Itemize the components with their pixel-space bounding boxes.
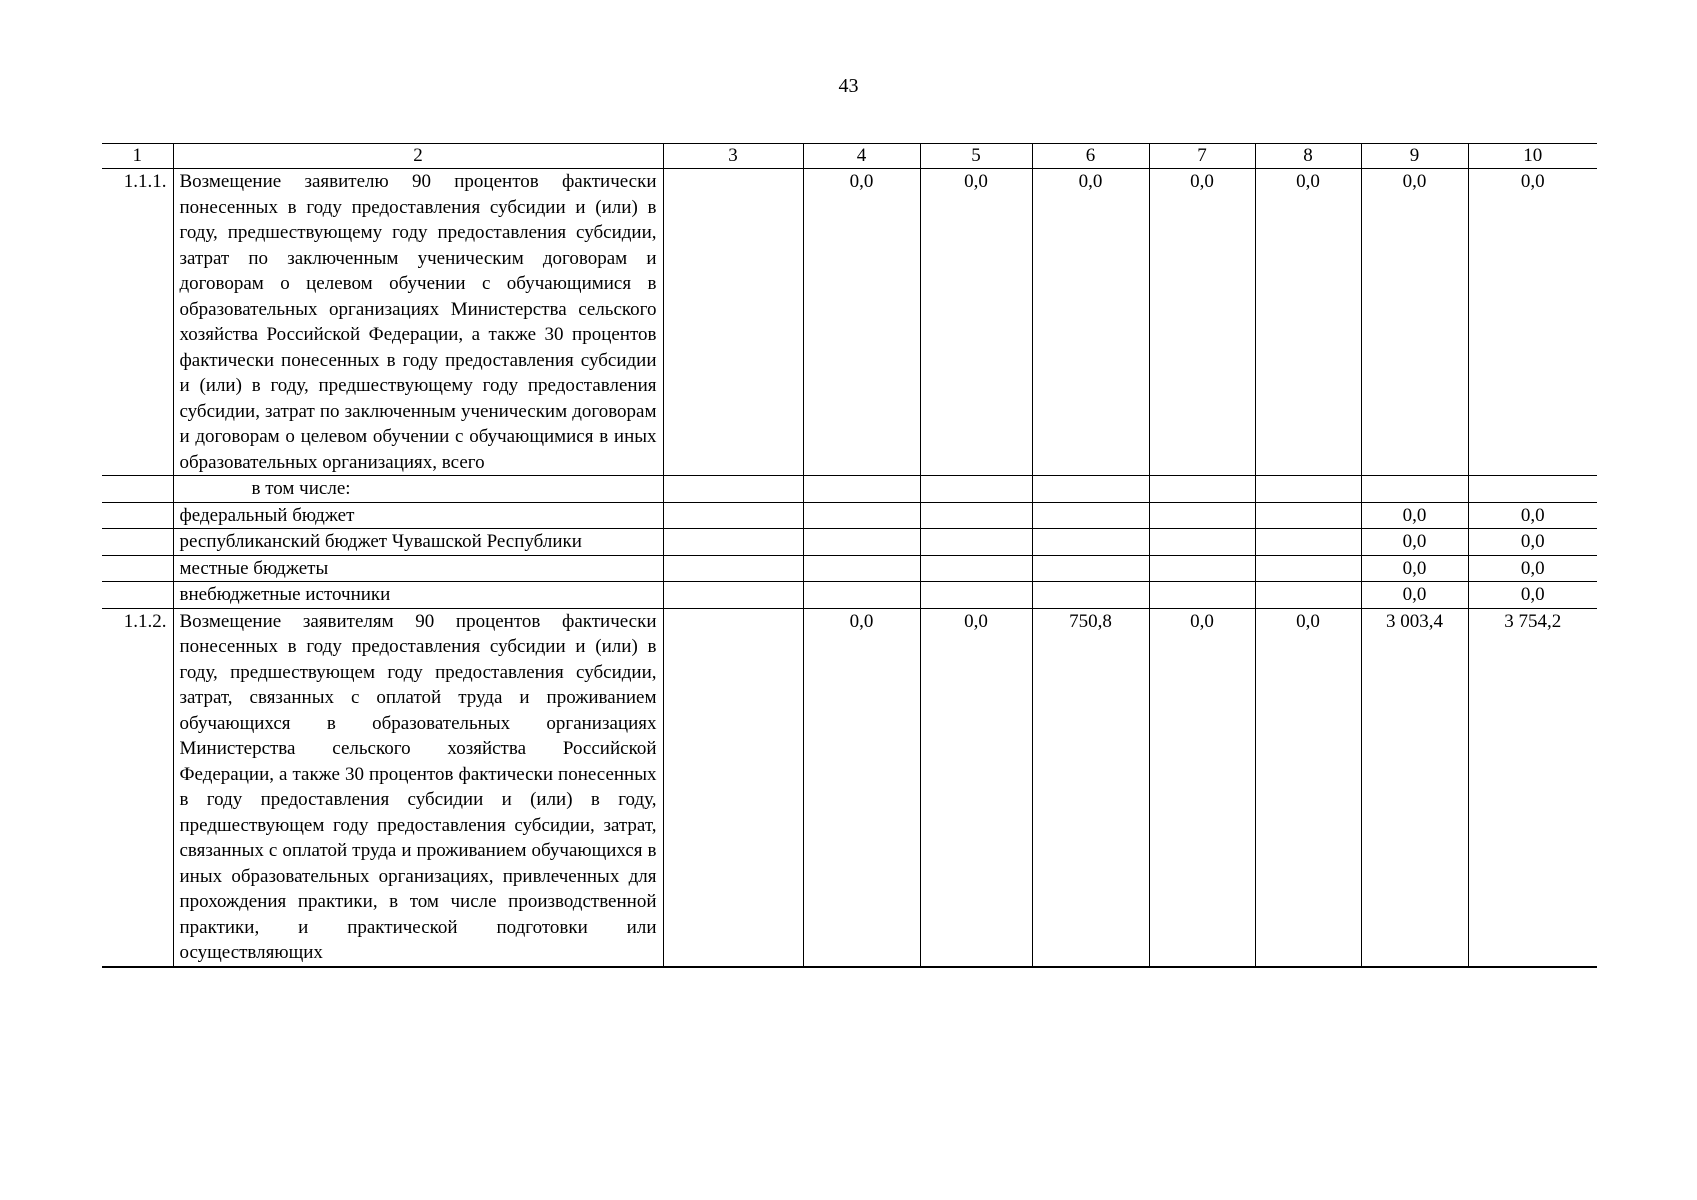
cell-col4 bbox=[803, 529, 920, 556]
column-header: 1 bbox=[102, 144, 173, 169]
cell-col8 bbox=[1255, 502, 1361, 529]
cell-col9: 0,0 bbox=[1361, 555, 1468, 582]
cell-col6 bbox=[1032, 582, 1149, 609]
cell-col7: 0,0 bbox=[1149, 169, 1255, 476]
cell-col8 bbox=[1255, 529, 1361, 556]
cell-col5 bbox=[920, 529, 1032, 556]
cell-col5 bbox=[920, 555, 1032, 582]
row-code bbox=[102, 476, 173, 503]
page-number: 43 bbox=[838, 75, 859, 97]
cell-col3 bbox=[663, 169, 803, 476]
cell-col6: 0,0 bbox=[1032, 169, 1149, 476]
cell-col3 bbox=[663, 555, 803, 582]
cell-col5 bbox=[920, 582, 1032, 609]
cell-col5 bbox=[920, 502, 1032, 529]
row-description: федеральный бюджет bbox=[173, 502, 663, 529]
cell-col9: 0,0 bbox=[1361, 582, 1468, 609]
table-row bbox=[102, 555, 1597, 582]
cell-col6 bbox=[1032, 502, 1149, 529]
column-header: 3 bbox=[663, 144, 803, 169]
table-row bbox=[102, 169, 1597, 476]
table-row bbox=[102, 476, 1597, 503]
cell-col9: 0,0 bbox=[1361, 529, 1468, 556]
cell-col10: 3 754,2 bbox=[1468, 608, 1597, 967]
column-header: 5 bbox=[920, 144, 1032, 169]
row-description: Возмещение заявителям 90 процентов фактически понесенных в году предоставления субсидии и (или) в году, предшествующем году предоставления субсидии, затрат, связанных с оплатой труда и проживанием обучающихся в образовательных организациях Министерства сельского хозяйства Российской Федерации, а также 30 процентов фактически понесенных в году предоставления субсидии и (или) в году, предшествующем году предоставления субсидии, затрат, связанных с оплатой труда и проживанием обучающихся в иных образовательных организациях, привлеченных для прохождения практики, в том числе производственной практики, и практической подготовки или осуществляющих bbox=[173, 608, 663, 967]
row-code: 1.1.2. bbox=[102, 608, 173, 967]
column-header: 6 bbox=[1032, 144, 1149, 169]
column-header: 8 bbox=[1255, 144, 1361, 169]
cell-col3 bbox=[663, 502, 803, 529]
cell-col10: 0,0 bbox=[1468, 529, 1597, 556]
cell-col5 bbox=[920, 476, 1032, 503]
cell-col7 bbox=[1149, 529, 1255, 556]
table-row bbox=[102, 582, 1597, 609]
row-description: внебюджетные источники bbox=[173, 582, 663, 609]
cell-col3 bbox=[663, 608, 803, 967]
column-header: 7 bbox=[1149, 144, 1255, 169]
row-code: 1.1.1. bbox=[102, 169, 173, 476]
cell-col3 bbox=[663, 476, 803, 503]
column-header: 9 bbox=[1361, 144, 1468, 169]
cell-col5: 0,0 bbox=[920, 169, 1032, 476]
cell-col10 bbox=[1468, 476, 1597, 503]
cell-col3 bbox=[663, 582, 803, 609]
cell-col4 bbox=[803, 555, 920, 582]
column-header: 4 bbox=[803, 144, 920, 169]
cell-col6 bbox=[1032, 555, 1149, 582]
cell-col6 bbox=[1032, 529, 1149, 556]
cell-col10: 0,0 bbox=[1468, 502, 1597, 529]
cell-col7: 0,0 bbox=[1149, 608, 1255, 967]
cell-col8: 0,0 bbox=[1255, 608, 1361, 967]
table-row bbox=[102, 502, 1597, 529]
cell-col9: 3 003,4 bbox=[1361, 608, 1468, 967]
cell-col8 bbox=[1255, 555, 1361, 582]
cell-col4 bbox=[803, 476, 920, 503]
cell-col9 bbox=[1361, 476, 1468, 503]
cell-col7 bbox=[1149, 555, 1255, 582]
cell-col4: 0,0 bbox=[803, 608, 920, 967]
cell-col9: 0,0 bbox=[1361, 502, 1468, 529]
cell-col8 bbox=[1255, 582, 1361, 609]
row-description: Возмещение заявителю 90 процентов фактически понесенных в году предоставления субсидии и (или) в году, предшествующему году предоставления субсидии, затрат по заключенным ученическим договорам и договорам о целевом обучении с обучающимися в образовательных организациях Министерства сельского хозяйства Российской Федерации, а также 30 процентов фактически понесенных в году предоставления субсидии и (или) в году, предшествующему году предоставления субсидии, затрат по заключенным ученическим договорам и договорам о целевом обучении с обучающимися в иных образовательных организациях, всего bbox=[173, 169, 663, 476]
row-code bbox=[102, 529, 173, 556]
cell-col8 bbox=[1255, 476, 1361, 503]
cell-col9: 0,0 bbox=[1361, 169, 1468, 476]
cell-col7 bbox=[1149, 582, 1255, 609]
table-row bbox=[102, 608, 1597, 967]
row-description: местные бюджеты bbox=[173, 555, 663, 582]
cell-col4: 0,0 bbox=[803, 169, 920, 476]
cell-col6: 750,8 bbox=[1032, 608, 1149, 967]
cell-col10: 0,0 bbox=[1468, 555, 1597, 582]
row-description: в том числе: bbox=[173, 476, 663, 503]
budget-table bbox=[102, 143, 1597, 968]
column-header: 10 bbox=[1468, 144, 1597, 169]
cell-col8: 0,0 bbox=[1255, 169, 1361, 476]
cell-col4 bbox=[803, 502, 920, 529]
row-code bbox=[102, 555, 173, 582]
cell-col7 bbox=[1149, 476, 1255, 503]
row-code bbox=[102, 502, 173, 529]
cell-col10: 0,0 bbox=[1468, 169, 1597, 476]
row-code bbox=[102, 582, 173, 609]
cell-col6 bbox=[1032, 476, 1149, 503]
cell-col4 bbox=[803, 582, 920, 609]
table-row bbox=[102, 529, 1597, 556]
cell-col7 bbox=[1149, 502, 1255, 529]
cell-col3 bbox=[663, 529, 803, 556]
cell-col5: 0,0 bbox=[920, 608, 1032, 967]
cell-col10: 0,0 bbox=[1468, 582, 1597, 609]
column-header: 2 bbox=[173, 144, 663, 169]
row-description: республиканский бюджет Чувашской Республики bbox=[173, 529, 663, 556]
header-row bbox=[102, 144, 1597, 169]
